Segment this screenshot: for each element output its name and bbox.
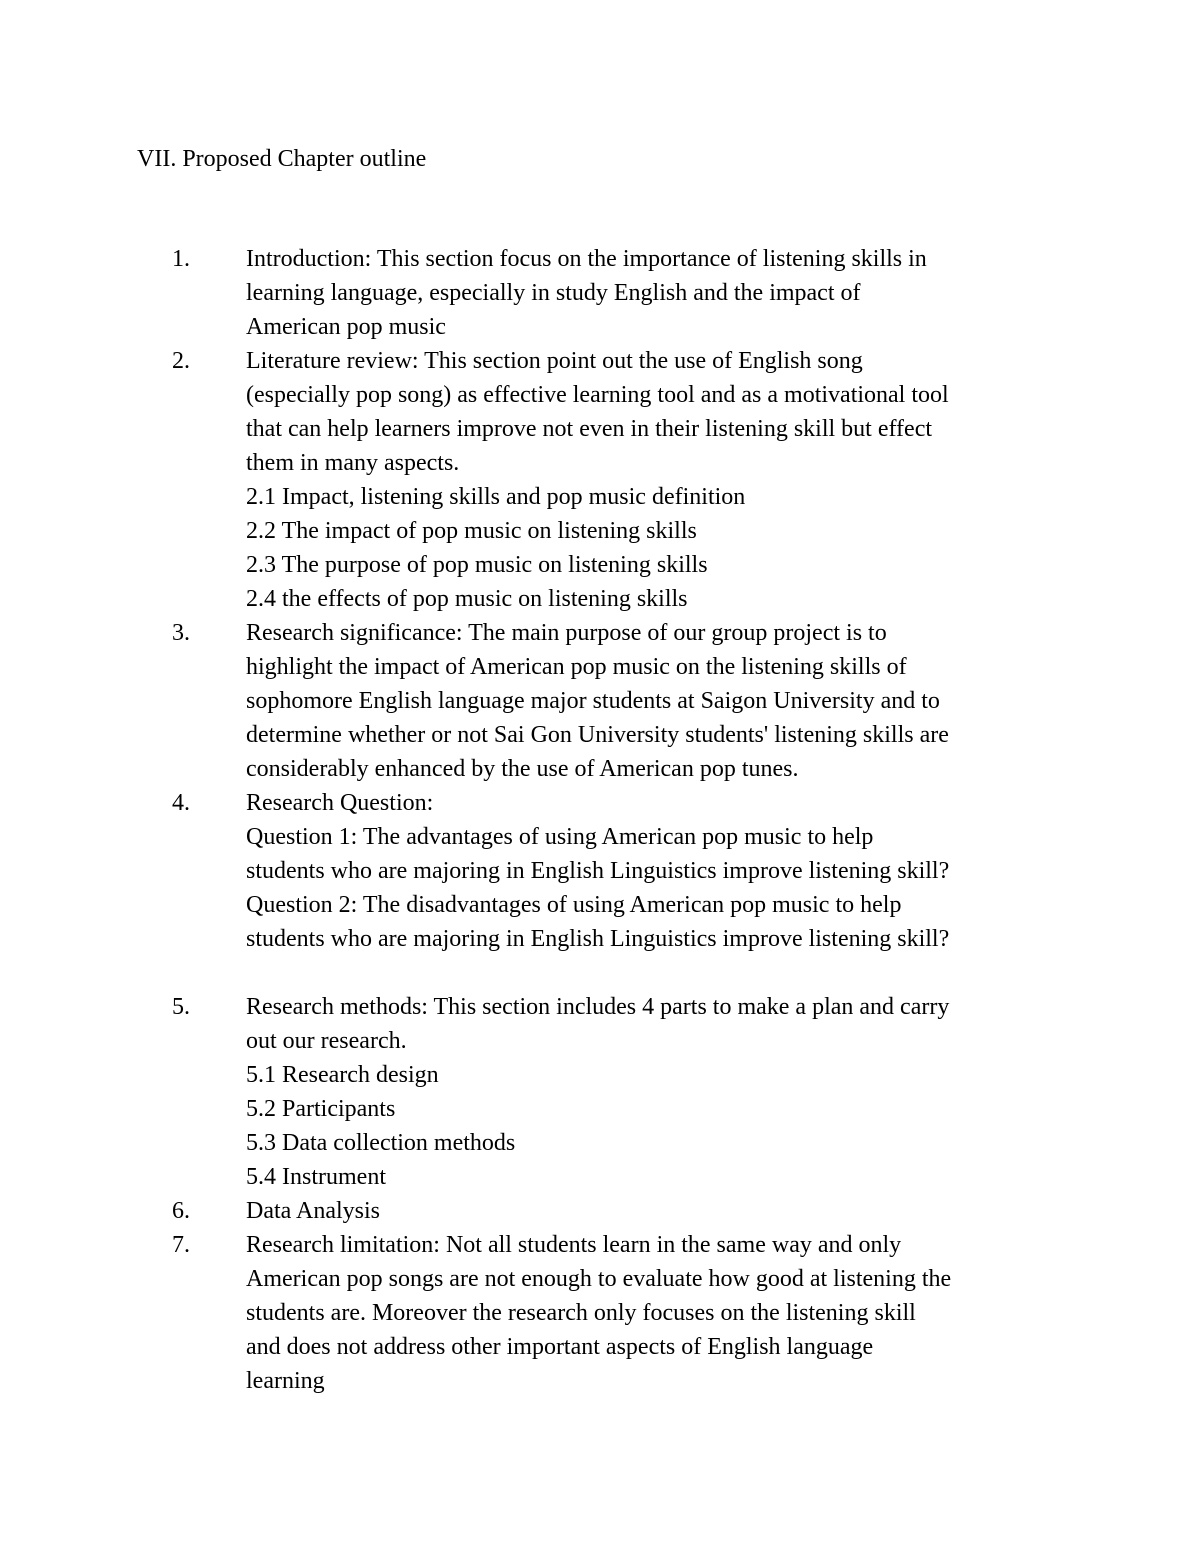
outline-item-3 (0, 616, 1200, 786)
text-line: (especially pop song) as effective learning tool and as a motivational tool (246, 382, 949, 408)
item-text (246, 344, 1076, 616)
text-line: highlight the impact of American pop music on the listening skills of (246, 654, 907, 680)
subsection-line: 5.3 Data collection methods (246, 1130, 516, 1156)
item-text (246, 616, 1076, 786)
outline-item-6 (0, 1194, 1200, 1228)
question-line: Question 1: The advantages of using American pop music to help (246, 824, 874, 850)
text-line: determine whether or not Sai Gon University students' listening skills are (246, 722, 949, 748)
subsection-line: 5.2 Participants (246, 1096, 396, 1122)
subsection-line: 5.1 Research design (246, 1062, 439, 1088)
item-text (246, 786, 1076, 990)
section-heading: VII. Proposed Chapter outline (137, 146, 427, 172)
outline-item-1 (0, 242, 1200, 344)
item-number: 6. (172, 1198, 190, 1224)
chapter-outline-list (0, 242, 1200, 1398)
text-line: learning (246, 1368, 325, 1394)
item-number: 7. (172, 1232, 190, 1258)
text-line: American pop songs are not enough to evaluate how good at listening the (246, 1266, 952, 1292)
question-line: students who are majoring in English Linguistics improve listening skill? (246, 858, 950, 884)
text-line: out our research. (246, 1028, 407, 1054)
outline-item-4 (0, 786, 1200, 990)
text-line: Research methods: This section includes 4 parts to make a plan and carry (246, 994, 950, 1020)
question-line: students who are majoring in English Linguistics improve listening skill? (246, 926, 950, 952)
text-line: Introduction: This section focus on the importance of listening skills in (246, 246, 927, 272)
item-number: 5. (172, 994, 190, 1020)
item-text (246, 990, 1076, 1194)
text-line: American pop music (246, 314, 446, 340)
outline-item-5 (0, 990, 1200, 1194)
text-line: Research significance: The main purpose of our group project is to (246, 620, 887, 646)
text-line: them in many aspects. (246, 450, 460, 476)
item-number: 3. (172, 620, 190, 646)
text-line: Research limitation: Not all students learn in the same way and only (246, 1232, 902, 1258)
text-line: that can help learners improve not even in their listening skill but effect (246, 416, 933, 442)
item-number: 2. (172, 348, 190, 374)
text-line: sophomore English language major students at Saigon University and to (246, 688, 940, 714)
item-text (246, 1228, 1076, 1398)
text-line: and does not address other important aspects of English language (246, 1334, 874, 1360)
item-number: 1. (172, 246, 190, 272)
blank-line (246, 956, 1076, 990)
subsection-line: 2.2 The impact of pop music on listening skills (246, 518, 697, 544)
item-text (246, 242, 1076, 344)
question-line: Question 2: The disadvantages of using American pop music to help (246, 892, 902, 918)
subsection-line: 2.3 The purpose of pop music on listening skills (246, 552, 708, 578)
text-line: students are. Moreover the research only focuses on the listening skill (246, 1300, 916, 1326)
item-text (246, 1194, 1076, 1228)
item-number: 4. (172, 790, 190, 816)
text-line: considerably enhanced by the use of American pop tunes. (246, 756, 799, 782)
outline-item-2 (0, 344, 1200, 616)
subsection-line: 2.1 Impact, listening skills and pop music definition (246, 484, 746, 510)
subsection-line: 5.4 Instrument (246, 1164, 386, 1190)
text-line: Research Question: (246, 790, 434, 816)
subsection-line: 2.4 the effects of pop music on listening skills (246, 586, 688, 612)
text-line: learning language, especially in study English and the impact of (246, 280, 861, 306)
text-line: Data Analysis (246, 1198, 380, 1224)
text-line: Literature review: This section point out the use of English song (246, 348, 863, 374)
outline-item-7 (0, 1228, 1200, 1398)
